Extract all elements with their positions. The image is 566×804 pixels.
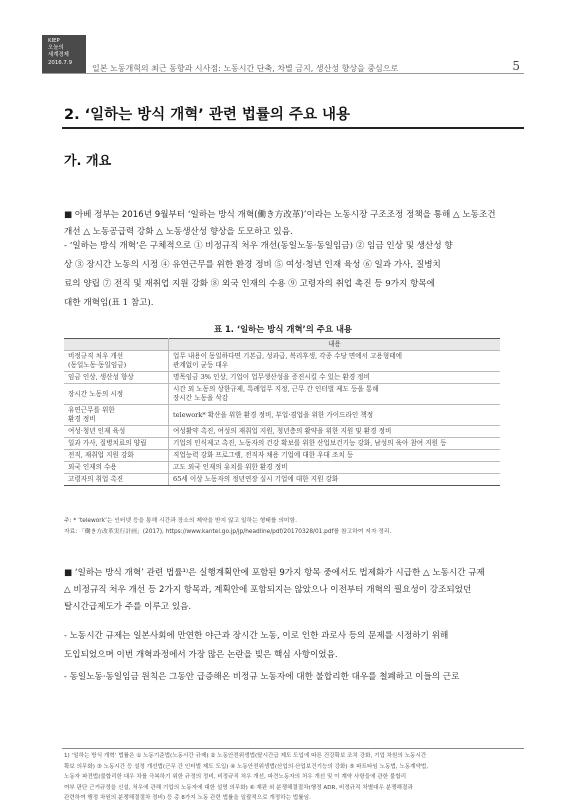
table-cell-content: 기업의 인식제고 촉진, 노동자의 건강 확보를 위한 산업보건기능 강화, 남성의 육아 참여 지원 등	[169, 438, 501, 450]
table-cell-category: 외국 인재의 수용	[64, 462, 169, 474]
table-cell-category: 여성·청년 인재 육성	[64, 426, 169, 438]
footnote	[64, 751, 428, 804]
text-line: 탈시간급제도가 주를 이루고 있음.	[64, 601, 192, 612]
table-cell-content	[169, 384, 501, 405]
table-cell-content: 직업능력 강화 프로그램, 전직자 채용 기업에 대한 우대 조치 등	[169, 450, 501, 462]
text-line: 상 ③ 장시간 노동의 시정 ④ 유연근무를 위한 환경 정비 ⑤ 여성·청년 인재 육성 ⑥ 일과 가사, 질병치	[64, 260, 441, 270]
text-line: 도입되었으며 이번 개혁과정에서 가장 많은 논란을 빚은 핵심 사항이었음.	[64, 650, 338, 660]
text-line: - 노동시간 규제는 일본사회에 만연한 야근과 장시간 노동, 이로 인한 과로사 등의 문제를 시정하기 위해	[64, 631, 449, 641]
footnote-line: 1) ‘일하는 방식 개혁’ 법률은 ① 노동기준법(노동시간 규제) ② 노동안전위생법(탈시간급 제도 도입에 따른 건강확보 조치 강화, 기업 차원의 노동시간	[64, 753, 427, 759]
table-source: 자료: 「働き方改革実行計画」(2017), https://www.kantei.go.jp/jp/headline/pdf/20170328/01.pdf를 참고하여 저자 정리.	[64, 529, 392, 535]
cell-line: 업무 내용이 동일하다면 기본급, 성과급, 복리후생, 각종 수당 면에서 고용형태에	[173, 352, 402, 360]
text-line: 대한 개혁임(표 1 참고).	[64, 298, 154, 308]
table-cell-category	[64, 351, 169, 372]
text-line: ■ 아베 정부는 2016년 9월부터 ‘일하는 방식 개혁(働き方改革)’이라는 노동시장 구조조정 정책을 통해 △ 노동조건	[64, 210, 496, 220]
table-cell-content: 고도 외국 인재의 유치를 위한 환경 정비	[169, 462, 501, 474]
table-cell-category	[64, 405, 169, 426]
table-header-row	[64, 339, 500, 351]
badge-line: 오늘의	[48, 45, 64, 52]
table-row	[64, 351, 500, 372]
table-row	[64, 462, 500, 474]
footnote-line: 노동자 파견법(불합리한 대우 차를 극복하기 위한 규정의 정비, 비정규직 처우 개선, 파견노동자의 처우 개선 및 이 계약 사항들에 관한 불합리	[64, 774, 407, 780]
badge-line: 세계경제	[48, 52, 69, 59]
text-line: - ‘일하는 방식 개혁’은 구체적으로 ① 비정규직 처우 개선(동일노동·동일임금) ② 임금 인상 및 생산성 향	[64, 241, 453, 251]
text-line: ■ ‘일하는 방식 개혁’ 관련 법률¹⁾은 실행계획안에 포함된 9가지 항목 중에서도 법제화가 시급한 △ 노동시간 규제	[64, 568, 485, 578]
cell-line: 관계없이 균등 대우	[173, 361, 229, 369]
table-row	[64, 438, 500, 450]
table-cell-content: 65세 이상 노동자의 정년연장 실시 기업에 대한 지원 강화	[169, 474, 501, 486]
table-row	[64, 372, 500, 384]
badge-line: 2016.7.9	[48, 59, 73, 66]
publication-badge	[42, 35, 86, 73]
table-cell-content: 명목임금 3% 인상, 기업이 업무생산성을 증진시킬 수 있는 환경 정비	[169, 372, 501, 384]
footnote-line: 확보 의무화) ③ 노동시간 등 설정 개선법(근무 간 인터벌 제도 도입) ④ 노동안전위생법(산업의·산업보건기능의 강화) ⑤ 파트타임 노동법, 노동계약법,	[64, 763, 429, 770]
table-row	[64, 384, 500, 405]
table-cell-category: 장시간 노동의 시정	[64, 384, 169, 405]
text-line: 개선 △ 노동공급력 강화 △ 노동생산성 향상을 도모하고 있음.	[64, 226, 293, 237]
running-title: 일본 노동개혁의 최근 동향과 시사점: 노동시간 단축, 차별 금지, 생산성 향상을 중심으로	[92, 64, 399, 73]
table-cell-content	[169, 351, 501, 372]
table-cell-content: telework* 확산을 위한 환경 정비, 부업·겸업을 위한 가이드라인 책정	[169, 405, 501, 426]
table-header-content: 내용	[169, 339, 501, 351]
cell-line: 비정규직 처우 개선	[68, 352, 124, 360]
equal-pay-paragraph	[64, 669, 459, 686]
table-cell-category: 임금 인상, 생산성 향상	[64, 372, 169, 384]
cell-line: 유연근무를 위한	[68, 406, 115, 414]
table-cell-category: 일과 가사, 질병치료의 양립	[64, 438, 169, 450]
cell-line: 장시간 노동을 삭감	[173, 394, 229, 402]
table-row	[64, 474, 500, 486]
cell-line: (동일노동·동일임금)	[68, 361, 127, 369]
footnote-divider	[62, 748, 524, 749]
working-hours-paragraph	[64, 627, 448, 665]
footnote-line: 여부 판단 근거규정을 신설, 처우에 관해 기업의 노동자에 대한 설명 의무화) ⑥ 재판 외 분쟁해결절차(행정 ADR, 비정규직 차별대우 분쟁해결과	[64, 784, 413, 791]
cell-line: 시간 외 노동의 상한규제, 특례업무 지정, 근무 간 인터벌 제도 등을 통해	[173, 385, 379, 393]
cell-line: 환경 정비	[68, 415, 96, 423]
badge-line: KIEP	[48, 38, 60, 44]
table-cell-category: 전직, 재취업 지원 강화	[64, 450, 169, 462]
section-title: 2. ‘일하는 방식 개혁’ 관련 법률의 주요 내용	[64, 107, 351, 123]
page-number: 5	[512, 59, 520, 73]
footnote-line: 관련하여 행정 차원의 분쟁해결절차 정비) 등 총 8가지 노동 관련 법률을 일괄적으로 개정하는 법률임.	[64, 795, 311, 801]
overview-paragraph	[64, 207, 496, 241]
text-line: 료의 양립 ⑦ 전직 및 재취업 지원 강화 ⑧ 외국 인재의 수용 ⑨ 고령자의 취업 촉진 등 9가지 항목에	[64, 279, 435, 289]
table-row	[64, 426, 500, 438]
table-cell-content: 여성활약 촉진, 여성의 재취업 지원, 청년층의 활약을 위한 지원 및 환경 정비	[169, 426, 501, 438]
table-header-empty	[64, 339, 169, 351]
table-cell-category: 고령자의 취업 촉진	[64, 474, 169, 486]
text-line: - 동일노동·동일임금 원칙은 그동안 급증해온 비정규 노동자에 대한 불합리한 대우를 철폐하고 이들의 근로	[64, 672, 460, 682]
reform-items-paragraph	[64, 237, 453, 313]
header-divider	[42, 73, 524, 74]
table-title: 표 1. ‘일하는 방식 개혁’의 주요 내용	[213, 324, 353, 334]
section-divider	[62, 127, 524, 129]
table-row	[64, 450, 500, 462]
page-header	[0, 0, 566, 75]
reform-content-table	[64, 338, 500, 486]
legislation-paragraph	[64, 565, 485, 615]
subsection-title: 가. 개요	[64, 154, 112, 169]
text-line: △ 비정규직 처우 개선 등 2가지 항목과, 계획안에 포함되지는 않았으나 이전부터 개혁의 필요성이 강조되었던	[64, 584, 472, 595]
table-row	[64, 405, 500, 426]
table-note: 주: * ‘telework’는 인터넷 등을 통해 시간과 장소의 제약을 받지 않고 일하는 형태를 의미함.	[64, 518, 297, 524]
